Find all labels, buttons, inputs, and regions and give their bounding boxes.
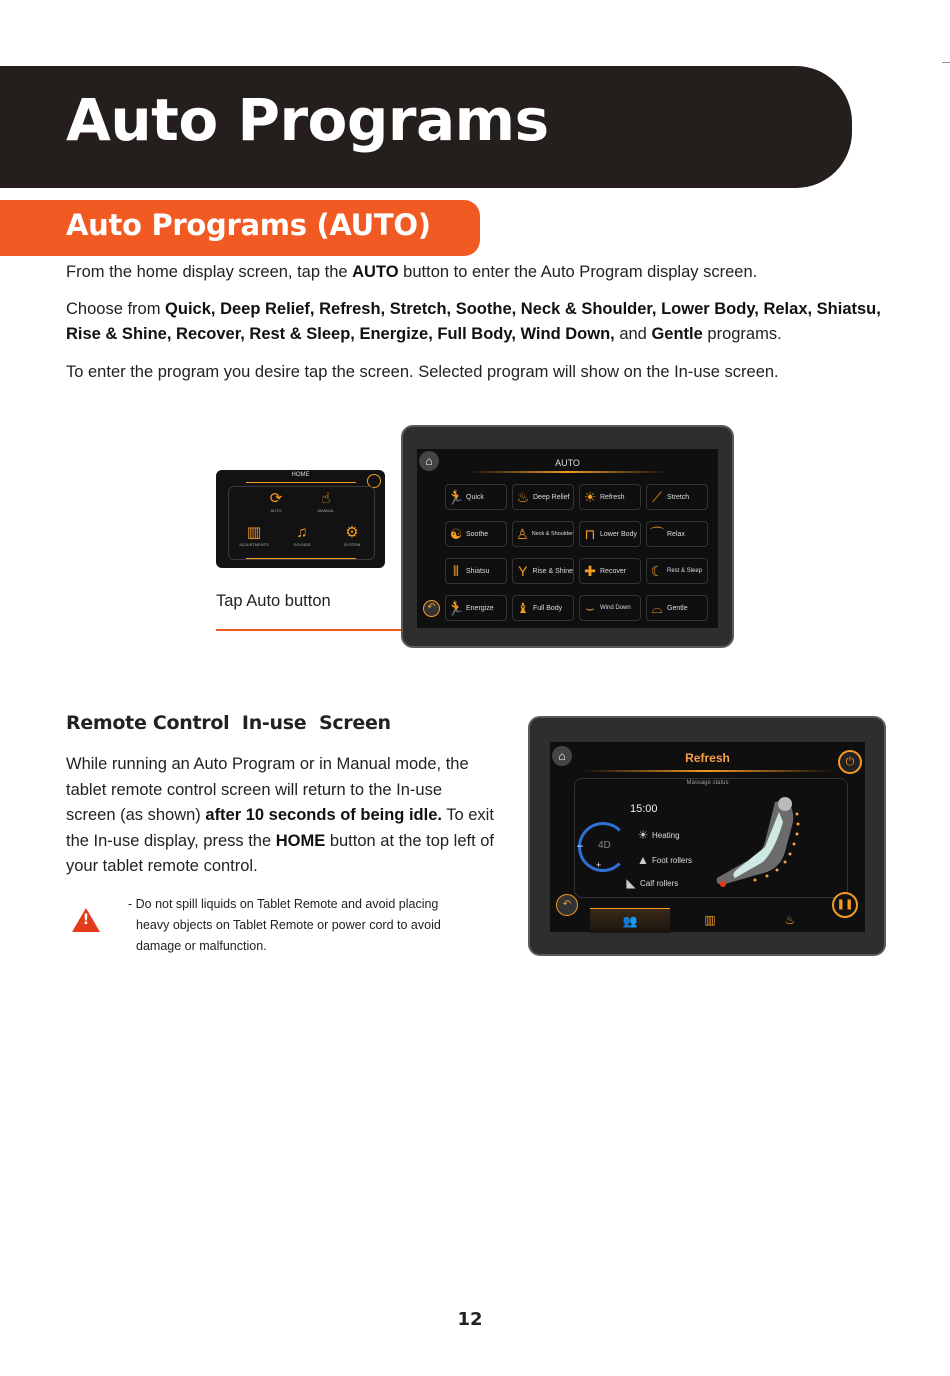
music-icon: ♫	[296, 524, 308, 541]
back-icon[interactable]: ↶	[423, 600, 440, 617]
program-deep-relief[interactable]: ♨ Deep Relief	[512, 484, 574, 510]
feature-heating: ☀ Heating	[634, 828, 680, 842]
home-icon[interactable]: ⌂	[419, 451, 439, 471]
program-neck-shoulder[interactable]: ♙ Neck & Shoulder	[512, 521, 574, 547]
home-screen-thumbnail	[216, 470, 385, 568]
home-sounds-button[interactable]: ♫ SOUNDS	[282, 524, 322, 547]
current-program-title: Refresh	[685, 751, 730, 765]
inuse-glow-line	[580, 770, 835, 772]
warning-note: - Do not spill liquids on Tablet Remote and avoid placing heavy objects on Tablet Remote or power cord to avoid damage or malfunction.	[128, 897, 441, 953]
auto-glow-line	[467, 471, 667, 473]
intro-paragraph-1: From the home display screen, tap the AUTO button to enter the Auto Program display screen.	[66, 263, 758, 281]
sun-icon: ☀	[583, 489, 597, 505]
home-adjustments-button[interactable]: ▥ ADJUSTMENTS	[234, 524, 274, 547]
program-quick[interactable]: 🏃 Quick	[445, 484, 507, 510]
foot-roller-icon: ▲	[637, 853, 649, 867]
section-title: Auto Programs (AUTO)	[66, 208, 431, 242]
tab-heat[interactable]	[750, 908, 830, 932]
remote-heading: Remote Control In-use Screen	[66, 712, 391, 734]
auto-icon: ⟳	[269, 490, 283, 507]
program-rise-shine[interactable]: Y Rise & Shine	[512, 558, 574, 584]
home-auto-button[interactable]: ⟳ AUTO	[256, 490, 296, 513]
program-full-body[interactable]: ♝ Full Body	[512, 595, 574, 621]
inuse-tablet-image	[528, 716, 886, 956]
runner-icon: 🏃	[447, 489, 465, 505]
intro-paragraph-2: Choose from Quick, Deep Relief, Refresh, Stretch, Soothe, Neck & Shoulder, Lower Body, Relax, Shiatsu, Rise & Shine, Recover, Rest & Sleep, Energize, Full Body, Wind Down, and Gentle programs.	[66, 300, 881, 343]
auto-screen	[417, 449, 718, 628]
first-aid-icon: ✚	[584, 563, 596, 579]
home-glow-line	[246, 558, 356, 559]
program-relax[interactable]: ⌒ Relax	[646, 521, 708, 547]
intro-paragraph-3: To enter the program you desire tap the screen. Selected program will show on the In-use screen.	[66, 363, 779, 381]
heat-waves-icon: ♨	[784, 913, 796, 927]
program-recover[interactable]: ✚ Recover	[579, 558, 641, 584]
section-banner	[0, 200, 480, 256]
stretch-icon: ⟋	[652, 489, 662, 505]
auto-tablet-image	[401, 425, 734, 648]
pointer-line	[216, 629, 408, 631]
users-icon: 👥	[622, 914, 638, 928]
program-stretch[interactable]: ⟋ Stretch	[646, 484, 708, 510]
auto-screen-title: AUTO	[555, 458, 580, 468]
remote-paragraph: While running an Auto Program or in Manual mode, the tablet remote control screen will return to the In-use screen (as shown) after 10 seconds of being idle. To exit the In-use display, press the HOME button at the top left of your tablet remote control.	[66, 755, 495, 875]
home-icon[interactable]: ⌂	[552, 746, 572, 766]
program-refresh[interactable]: ☀ Refresh	[579, 484, 641, 510]
gear-icon: ⚙	[345, 524, 359, 541]
meditate-icon: ☯	[449, 526, 463, 542]
massage-status-label: Massage status	[686, 780, 729, 786]
tab-users[interactable]	[590, 908, 670, 933]
sprint-icon: 🏃	[447, 600, 465, 616]
home-panel	[228, 486, 375, 560]
home-manual-button[interactable]: ☝ MANUAL	[306, 490, 346, 513]
corner-mark	[942, 62, 950, 63]
feature-calf-rollers: ◣ Calf rollers	[622, 876, 678, 890]
page-number: 12	[457, 1309, 483, 1330]
lounge-icon: ⌓	[651, 600, 663, 616]
mode-label: 4D	[598, 840, 611, 851]
page-title: Auto Programs	[66, 86, 549, 154]
adjust-icon: ▥	[246, 524, 262, 541]
legs-icon: ⊓	[584, 526, 596, 542]
tab-adjustments[interactable]	[670, 908, 750, 932]
program-lower-body[interactable]: ⊓ Lower Body	[579, 521, 641, 547]
home-screen-title: HOME	[291, 472, 310, 478]
program-shiatsu[interactable]: ⦀ Shiatsu	[445, 558, 507, 584]
sit-icon: ♝	[516, 600, 530, 616]
hand-icon: ☝	[321, 490, 331, 507]
inuse-screen	[550, 742, 865, 932]
moon-icon: ☾	[650, 563, 664, 579]
minus-icon[interactable]: –	[577, 840, 584, 852]
home-glow-line	[246, 482, 356, 483]
adjust-icon: ▥	[704, 913, 716, 927]
massage-icon: ♨	[516, 489, 530, 505]
heat-icon: ☀	[637, 828, 649, 842]
title-banner	[0, 66, 852, 188]
massage-chair-illustration	[705, 792, 815, 892]
program-soothe[interactable]: ☯ Soothe	[445, 521, 507, 547]
warning-exclamation: !	[82, 912, 90, 928]
program-wind-down[interactable]: ⌣ Wind Down	[579, 595, 641, 621]
remaining-time: 15:00	[630, 803, 658, 815]
program-energize[interactable]: 🏃 Energize	[445, 595, 507, 621]
neck-icon: ♙	[516, 526, 529, 542]
recline-icon: ⌒	[650, 526, 664, 542]
bottom-tab-bar	[590, 908, 830, 932]
back-icon[interactable]: ↶	[556, 894, 578, 916]
calf-roller-icon: ◣	[626, 876, 636, 890]
program-gentle[interactable]: ⌓ Gentle	[646, 595, 708, 621]
home-system-button[interactable]: ⚙ SYSTEM	[332, 524, 372, 547]
raise-arms-icon: Y	[518, 563, 528, 579]
tap-auto-caption: Tap Auto button	[216, 592, 331, 610]
plus-icon[interactable]: +	[596, 860, 602, 870]
feet-icon: ⦀	[452, 563, 460, 579]
power-icon[interactable]: ⏻	[838, 750, 862, 774]
feature-foot-rollers: ▲ Foot rollers	[634, 853, 692, 867]
program-rest-sleep[interactable]: ☾ Rest & Sleep	[646, 558, 708, 584]
lie-icon: ⌣	[585, 600, 595, 616]
pause-icon[interactable]: ❚❚	[832, 892, 858, 918]
